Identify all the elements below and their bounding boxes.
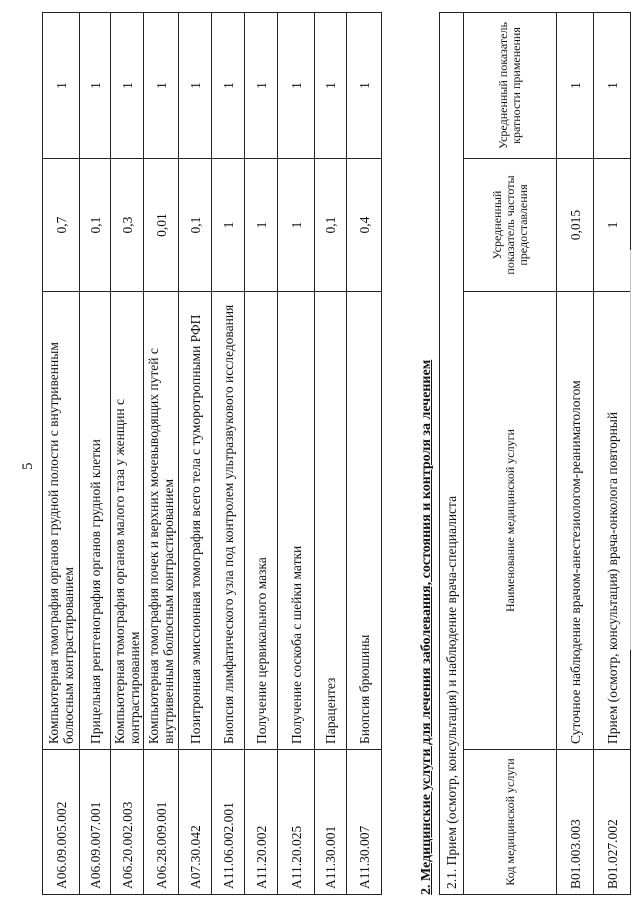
row-name: Биопсия лимфатического узла под контролем ультразвукового исследования	[212, 292, 245, 750]
row-code: A11.20.002	[245, 750, 278, 895]
row-multiplicity: 1	[43, 13, 80, 159]
table-row	[144, 13, 179, 895]
row-frequency: 0,1	[315, 159, 347, 292]
row-multiplicity: 1	[315, 13, 347, 159]
row-code: B01.003.003	[557, 750, 594, 895]
row-frequency: 0,3	[111, 159, 144, 292]
table-row	[347, 13, 382, 895]
page-number: 5	[20, 462, 36, 470]
row-code: A07.30.042	[179, 750, 212, 895]
services-table-1-body	[43, 13, 382, 895]
row-multiplicity: 1	[179, 13, 212, 159]
row-multiplicity: 1	[594, 12, 631, 158]
row-name: Получение цервикального мазка	[245, 292, 278, 750]
header-name: Наименование медицинской услуги	[464, 292, 557, 750]
row-name: Компьютерная томография органов малого таза у женщин с контрастированием	[111, 292, 144, 750]
table-row	[245, 13, 278, 895]
row-frequency: 0,01	[144, 159, 179, 292]
header-multiplicity: Усредненный показатель кратности применения	[464, 12, 557, 158]
row-code: A06.09.007.001	[80, 750, 111, 895]
table-row	[315, 13, 347, 895]
row-name: Прием (осмотр, консультация) врача-онколога повторный	[594, 292, 631, 750]
row-multiplicity: 1	[80, 13, 111, 159]
row-name: Компьютерная томография органов грудной полости с внутривенным болюсным контрастированием	[43, 292, 80, 750]
row-code: A11.30.007	[347, 750, 382, 895]
table-row	[80, 13, 111, 895]
row-frequency: 0,4	[347, 159, 382, 292]
row-multiplicity: 1	[144, 13, 179, 159]
row-frequency: 1	[594, 159, 631, 292]
row-frequency: 0,7	[43, 159, 80, 292]
row-name: Биопсия брюшины	[347, 292, 382, 750]
table-row	[278, 13, 315, 895]
row-multiplicity: 1	[212, 13, 245, 159]
header-frequency: Усредненный показатель частоты предоставления	[464, 159, 557, 292]
services-table-1	[42, 12, 382, 895]
row-name: Парацентез	[315, 292, 347, 750]
services-table-2	[439, 12, 631, 895]
table-row	[111, 13, 144, 895]
row-multiplicity: 1	[278, 13, 315, 159]
table-row	[179, 13, 212, 895]
row-name: Прицельная рентгенография органов грудной клетки	[80, 292, 111, 750]
row-multiplicity: 1	[557, 12, 594, 158]
table-row	[212, 13, 245, 895]
row-frequency: 0,1	[179, 159, 212, 292]
row-multiplicity: 1	[245, 13, 278, 159]
row-code: A11.20.025	[278, 750, 315, 895]
row-name: Суточное наблюдение врачом-анестезиологом-реаниматологом	[557, 292, 594, 750]
row-frequency: 1	[278, 159, 315, 292]
row-multiplicity: 1	[111, 13, 144, 159]
row-code: A06.09.005.002	[43, 750, 80, 895]
row-name: Позитронная эмиссионная томография всего тела с туморотропными РФП	[179, 292, 212, 750]
row-code: A11.30.001	[315, 750, 347, 895]
section-2-1-subheading: 2.1. Прием (осмотр, консультация) и наблюдение врача-специалиста	[440, 12, 464, 894]
row-frequency: 1	[245, 159, 278, 292]
section-2-heading: 2. Медицинские услуги для лечения заболевания, состояния и контроля за лечением	[419, 359, 434, 895]
row-name: Компьютерная томография почек и верхних мочевыводящих путей с внутривенным болюсным контрастированием	[144, 292, 179, 750]
row-frequency: 1	[212, 159, 245, 292]
table-row	[43, 13, 80, 895]
row-multiplicity: 1	[347, 13, 382, 159]
row-code: A06.28.009.001	[144, 750, 179, 895]
row-frequency: 0,015	[557, 159, 594, 292]
row-code: A11.06.002.001	[212, 750, 245, 895]
row-code: A06.20.002.003	[111, 750, 144, 895]
scan-edge-line	[630, 250, 631, 650]
row-frequency: 0,1	[80, 159, 111, 292]
row-code: B01.027.002	[594, 750, 631, 895]
row-name: Получение соскоба с шейки матки	[278, 292, 315, 750]
header-code: Код медицинской услуги	[464, 750, 557, 895]
